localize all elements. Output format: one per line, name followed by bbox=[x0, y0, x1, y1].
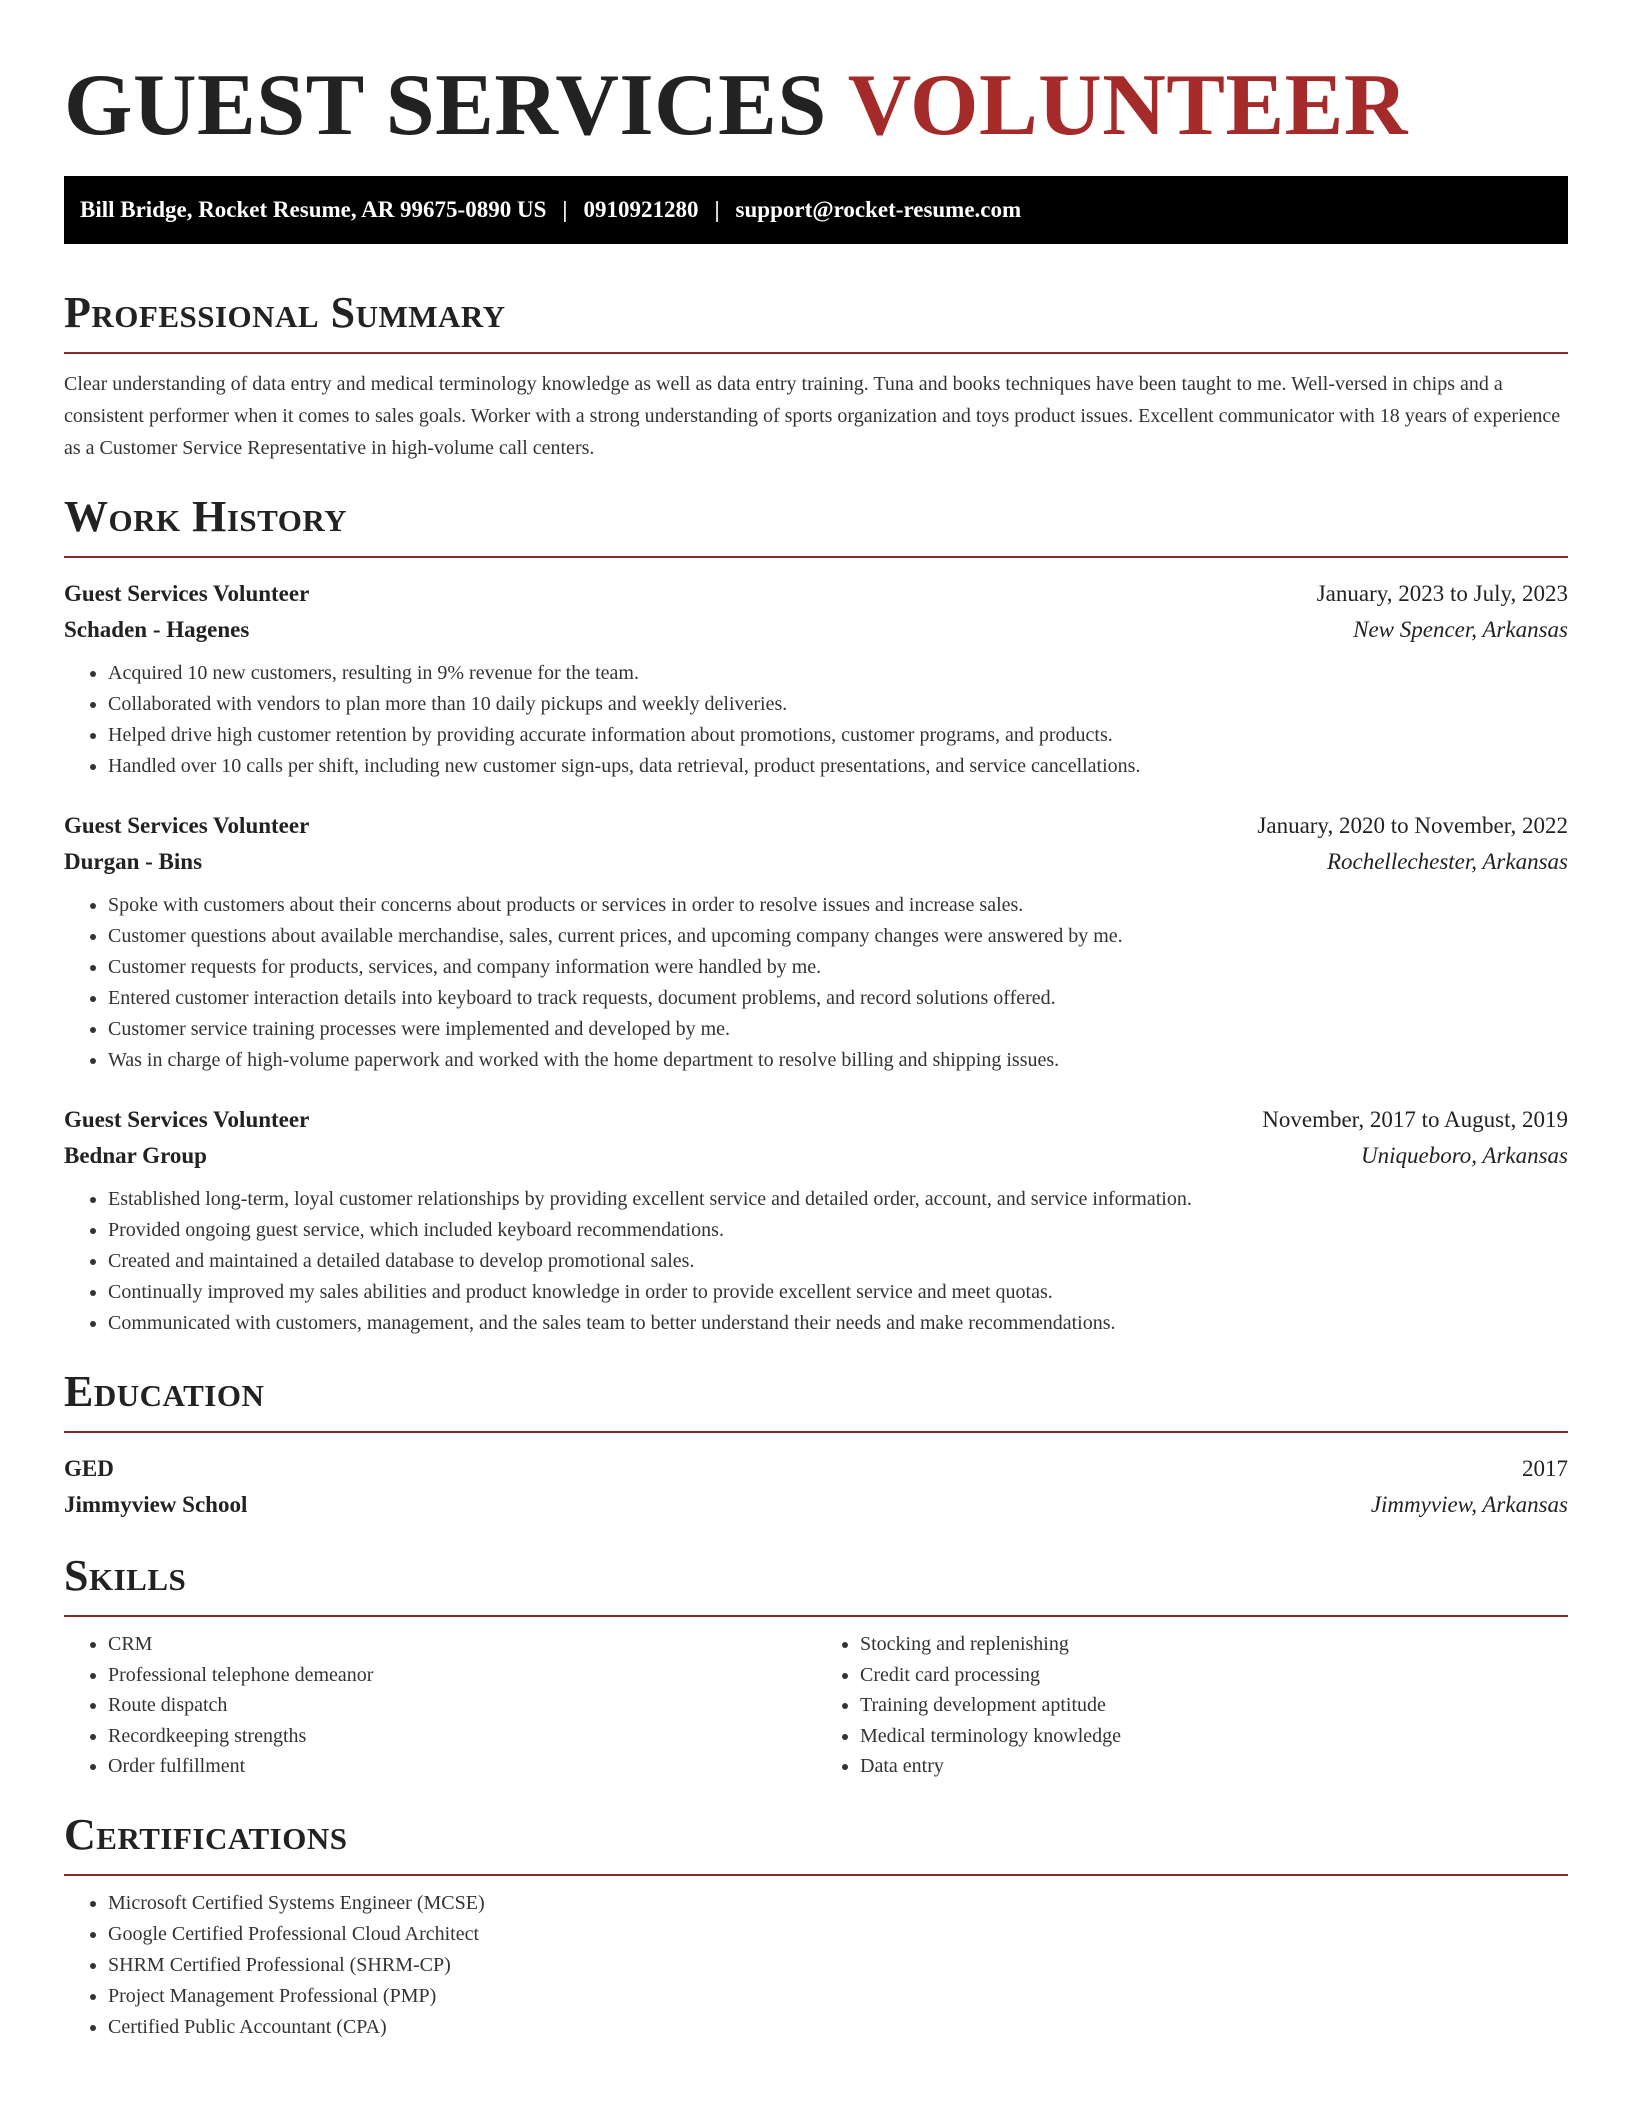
job-location: New Spencer, Arkansas bbox=[1353, 617, 1568, 642]
skill-item: • CRM bbox=[108, 1629, 816, 1660]
skill-item: • Order fulfillment bbox=[108, 1751, 816, 1782]
job-entry bbox=[64, 576, 1568, 782]
section-heading-education: Education bbox=[64, 1367, 265, 1416]
education-location: Jimmyview, Arkansas bbox=[1370, 1492, 1568, 1517]
certification-item: • Project Management Professional (PMP) bbox=[108, 1981, 1568, 2012]
skill-item: • Training development aptitude bbox=[860, 1690, 1568, 1721]
job-bullet: • Continually improved my sales abilities and product knowledge in order to provide excellent service and meet quotas. bbox=[108, 1277, 1568, 1308]
contact-bar bbox=[64, 176, 1568, 244]
job-company: Schaden - Hagenes bbox=[64, 617, 250, 642]
job-company: Bednar Group bbox=[64, 1143, 207, 1168]
section-divider bbox=[64, 352, 1568, 354]
section-divider bbox=[64, 1615, 1568, 1617]
job-bullet: • Provided ongoing guest service, which included keyboard recommendations. bbox=[108, 1215, 1568, 1246]
summary-section bbox=[64, 286, 1568, 464]
job-entry bbox=[64, 1102, 1568, 1339]
job-dates: January, 2020 to November, 2022 bbox=[1257, 813, 1568, 838]
certification-item: • SHRM Certified Professional (SHRM-CP) bbox=[108, 1950, 1568, 1981]
job-bullet: • Communicated with customers, management, and the sales team to better understand their needs and make recommendations. bbox=[108, 1308, 1568, 1339]
section-heading-work-history: Work History bbox=[64, 492, 348, 541]
job-bullet: • Handled over 10 calls per shift, including new customer sign-ups, data retrieval, product presentations, and service cancellations. bbox=[108, 751, 1568, 782]
skill-item: • Route dispatch bbox=[108, 1690, 816, 1721]
job-bullet: • Customer requests for products, services, and company information were handled by me. bbox=[108, 952, 1568, 983]
job-location: Uniqueboro, Arkansas bbox=[1361, 1143, 1568, 1168]
section-heading-summary: Professional Summary bbox=[64, 288, 506, 337]
job-bullet: • Customer questions about available merchandise, sales, current prices, and upcoming company changes were answered by me. bbox=[108, 921, 1568, 952]
skill-item: • Recordkeeping strengths bbox=[108, 1721, 816, 1752]
skills-section bbox=[64, 1549, 1568, 1782]
job-dates: November, 2017 to August, 2019 bbox=[1262, 1107, 1568, 1132]
skill-item: • Medical terminology knowledge bbox=[860, 1721, 1568, 1752]
job-bullet: • Created and maintained a detailed database to develop promotional sales. bbox=[108, 1246, 1568, 1277]
education-section bbox=[64, 1365, 1568, 1523]
job-entry bbox=[64, 808, 1568, 1076]
job-bullet: • Customer service training processes were implemented and developed by me. bbox=[108, 1014, 1568, 1045]
job-bullet: • Acquired 10 new customers, resulting in 9% revenue for the team. bbox=[108, 658, 1568, 689]
skills-column-left bbox=[64, 1629, 816, 1782]
section-divider bbox=[64, 556, 1568, 558]
education-school: Jimmyview School bbox=[64, 1492, 248, 1517]
contact-email[interactable]: support@rocket-resume.com bbox=[735, 197, 1022, 222]
resume-title bbox=[64, 0, 1568, 156]
certification-item: • Certified Public Accountant (CPA) bbox=[108, 2012, 1568, 2043]
contact-separator: | bbox=[714, 197, 720, 222]
job-bullet: • Established long-term, loyal customer relationships by providing excellent service and detailed order, account, and service information. bbox=[108, 1184, 1568, 1215]
education-entry bbox=[64, 1451, 1568, 1523]
skill-item: • Data entry bbox=[860, 1751, 1568, 1782]
title-accent: VOLUNTEER bbox=[847, 57, 1408, 154]
section-heading-certifications: Certifications bbox=[64, 1809, 348, 1859]
job-title: Guest Services Volunteer bbox=[64, 813, 310, 838]
job-company: Durgan - Bins bbox=[64, 849, 203, 874]
contact-address: Bill Bridge, Rocket Resume, AR 99675-0890 US bbox=[80, 197, 547, 222]
job-bullets bbox=[64, 890, 1568, 1076]
job-bullet: • Spoke with customers about their concerns about products or services in order to resolve issues and increase sales. bbox=[108, 890, 1568, 921]
certifications-list bbox=[64, 1888, 1568, 2043]
skill-item: • Credit card processing bbox=[860, 1660, 1568, 1691]
job-bullets bbox=[64, 1184, 1568, 1339]
job-bullets bbox=[64, 658, 1568, 782]
contact-separator: | bbox=[562, 197, 568, 222]
summary-text: Clear understanding of data entry and medical terminology knowledge as well as data entry training. Tuna and books techniques have been taught to me. Well-versed in chips and a consistent performer when it comes to sales goals. Worker with a strong understanding of sports organization and toys product issues. Excellent communicator with 18 years of experience as a Customer Service Representative in high-volume call centers. bbox=[64, 373, 1561, 459]
job-title: Guest Services Volunteer bbox=[64, 1107, 310, 1132]
certification-item: • Google Certified Professional Cloud Architect bbox=[108, 1919, 1568, 1950]
skills-grid bbox=[64, 1629, 1568, 1782]
skills-column-right bbox=[816, 1629, 1568, 1782]
section-divider bbox=[64, 1431, 1568, 1433]
job-bullet: • Entered customer interaction details into keyboard to track requests, document problems, and record solutions offered. bbox=[108, 983, 1568, 1014]
education-year: 2017 bbox=[1522, 1456, 1568, 1481]
section-divider bbox=[64, 1874, 1568, 1876]
education-degree: GED bbox=[64, 1456, 114, 1481]
job-title: Guest Services Volunteer bbox=[64, 581, 310, 606]
title-main: GUEST SERVICES bbox=[64, 57, 827, 154]
skill-item: • Professional telephone demeanor bbox=[108, 1660, 816, 1691]
certification-item: • Microsoft Certified Systems Engineer (MCSE) bbox=[108, 1888, 1568, 1919]
job-dates: January, 2023 to July, 2023 bbox=[1316, 581, 1568, 606]
job-bullet: • Helped drive high customer retention by providing accurate information about promotions, customer programs, and products. bbox=[108, 720, 1568, 751]
job-bullet: • Collaborated with vendors to plan more than 10 daily pickups and weekly deliveries. bbox=[108, 689, 1568, 720]
skill-item: • Stocking and replenishing bbox=[860, 1629, 1568, 1660]
section-heading-skills: Skills bbox=[64, 1551, 187, 1600]
work-history-section bbox=[64, 490, 1568, 1339]
job-bullet: • Was in charge of high-volume paperwork and worked with the home department to resolve billing and shipping issues. bbox=[108, 1045, 1568, 1076]
job-location: Rochellechester, Arkansas bbox=[1326, 849, 1568, 874]
certifications-section bbox=[64, 1808, 1568, 2043]
contact-phone: 0910921280 bbox=[583, 197, 699, 222]
